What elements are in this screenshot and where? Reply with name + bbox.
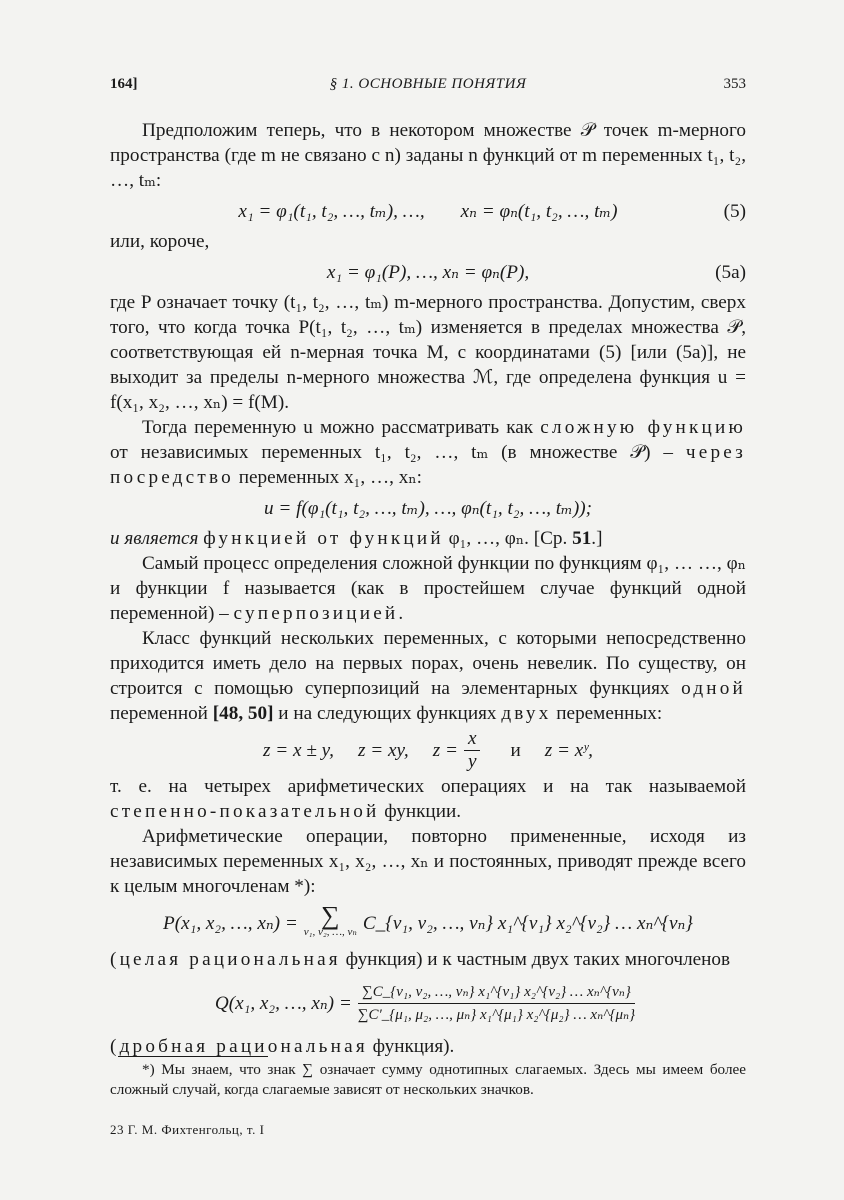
paragraph: т. е. на четырех арифметических операциях и на так называемой степенно-показательной функции. xyxy=(110,776,746,822)
emphasis: двух xyxy=(501,703,552,724)
emphasis: степенно-показательной xyxy=(110,801,380,822)
sum-icon: ∑ xyxy=(321,901,340,930)
equation-5: x₁ = φ₁(t₁, t₂, …, tₘ), …, xₙ = φₙ(t₁, t₂, …, tₘ) (5) xyxy=(238,200,746,222)
equation-number: (5) xyxy=(723,200,746,222)
equation-polynomial: P(x₁, x₂, …, xₙ) = ∑ ν₁, ν₂, …, νₙ C_{ν₁, ν₂, …, νₙ} x₁^{ν₁} x₂^{ν₂} … xₙ^{νₙ} xyxy=(163,901,693,938)
reference: 51 xyxy=(572,528,592,549)
emphasis: суперпозицией xyxy=(233,603,399,624)
section-number: 164] xyxy=(110,76,138,92)
fraction: $\frac{\text{∑C\_\{ν₁, ν₂, …, νₙ\} x₁\textasciicircum{}\{ν₁\} x₂\textasciicircum{}\{ν₂\} … xₙ\textasciicircum{}\{νₙ\}}}{\text{∑C′\_\{μ₁, μ₂, …, μₙ\} x₁\textasciicircum{}\{μ₁\} x₂\textasciicircum{}\{μ₂\} … xₙ\textasciicircum{}\{μₙ\}}}$ xyxy=(358,981,635,1026)
emphasis: функцией от функций xyxy=(203,528,444,549)
reference: [48, 50] xyxy=(212,703,274,724)
emphasis: (целая рациональная xyxy=(110,949,341,970)
footnote: *) Мы знаем, что знак ∑ означает сумму однотипных слагаемых. Здесь мы имеем более сложный случай, когда слагаемые зависят от нескольких значков. xyxy=(110,1061,746,1098)
emphasis: через посредство xyxy=(110,442,747,488)
main-text xyxy=(110,118,746,1059)
paragraph: или, короче, xyxy=(110,231,210,252)
emphasis: одной xyxy=(681,678,747,699)
emphasis: сложную функцию xyxy=(540,417,747,438)
paragraph: Самый процесс определения сложной функции по функциям φ₁, … …, φₙ и функции f называется (как в простейшем случае функций одной переменной) – суперпозицией. xyxy=(110,553,746,624)
paragraph: Тогда переменную u можно рассматривать как сложную функцию от независимых переменных t₁, t₂, …, tₘ (в множестве 𝒫) – через посредство переменных x₁, …, xₙ: xyxy=(110,417,747,488)
paragraph: (целая рациональная функция) и к частным двух таких многочленов xyxy=(110,949,731,970)
running-header xyxy=(110,76,746,100)
equation-composite: u = f(φ₁(t₁, t₂, …, tₘ), …, φₙ(t₁, t₂, …, tₘ)); xyxy=(263,497,592,519)
equation-rational: Q(x₁, x₂, …, xₙ) = $\frac{\text{∑C\_\{ν₁, ν₂, …, νₙ\} x₁\textasciicircum{}\{ν₁\} x₂\textasciicircum{}\{ν₂\} … xₙ\textasciicircum{}\{νₙ\}}}{\text{∑C′\_\{μ₁, μ₂, …, μₙ\} x₁\textasciicircum{}\{μ₁\} x₂\textasciicircum{}\{μ₂\} … xₙ\textasciicircum{}\{μₙ\}}}$ xyxy=(110,972,746,1034)
fraction: $\frac{x}{y}$ xyxy=(464,728,481,773)
paragraph: u является функцией от функций φ₁, …, φₙ. [Ср. 51.] xyxy=(110,528,603,549)
paragraph: где P означает точку (t₁, t₂, …, tₘ) m-мерного пространства. Допустим, сверх того, что когда точка P(t₁, t₂, …, tₘ) изменяется в пределах множества 𝒫, соответствующая ей n-мерная точка M, с координатами (5) [или (5a)], не выходит за пределы n-мерного множества ℳ, где определена функция u = f(x₁, x₂, …, xₙ) = f(M). xyxy=(110,292,746,413)
printer-signature: 23 Г. М. Фихтенгольц, т. I xyxy=(110,1122,265,1137)
paragraph: Предположим теперь, что в некотором множестве 𝒫 точек m-мерного пространства (где m не связано с n) заданы n функций от m переменных t₁, t₂, …, tₘ: xyxy=(110,120,746,191)
page-number: 353 xyxy=(723,76,746,92)
paragraph: (дробная рациональная функция). xyxy=(110,1036,455,1057)
equation-basic-functions: z = x ± y, z = xy, z = $\frac{x}{y}$ и z = xʸ, xyxy=(263,727,593,772)
paragraph: Арифметические операции, повторно примененные, исходя из независимых переменных x₁, x₂, …, xₙ и постоянных, приводят прежде всего к целым многочленам *): xyxy=(110,826,746,897)
emphasis: (дробная рациональная xyxy=(110,1036,368,1057)
chapter-title: § 1. ОСНОВНЫЕ ПОНЯТИЯ xyxy=(329,76,527,92)
paragraph: Класс функций нескольких переменных, с которыми непосредственно приходится иметь дело на первых порах, очень невелик. По существу, он строится с помощью суперпозиций на элементарных функциях одной переменной [48, 50] и на следующих функциях двух переменных: xyxy=(110,628,747,724)
footnote-divider xyxy=(118,1056,268,1057)
equation-5a: x₁ = φ₁(P), …, xₙ = φₙ(P), (5a) xyxy=(326,261,746,283)
equation-number: (5a) xyxy=(715,261,746,283)
